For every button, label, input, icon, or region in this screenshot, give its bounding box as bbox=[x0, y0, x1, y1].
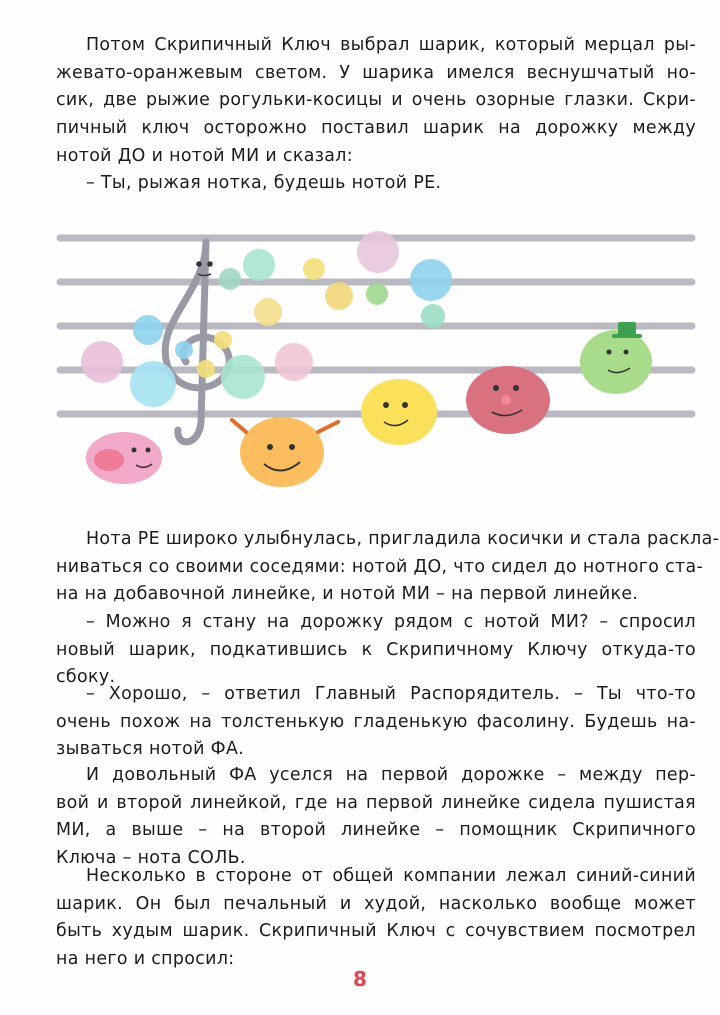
text-line: вой и второй линейкой, где на первой линейке сидела пушистая bbox=[56, 792, 696, 813]
paragraph-5 bbox=[56, 681, 696, 764]
text-line: жевато-оранжевым светом. У шарика имелся веснушчатый но- bbox=[56, 62, 696, 83]
text-line: Ключа – нота СОЛЬ. bbox=[56, 848, 246, 869]
text-line: пичный ключ осторожно поставил шарик на дорожку между bbox=[56, 118, 696, 139]
paragraph-2 bbox=[56, 170, 696, 198]
music-staff-illustration bbox=[56, 222, 696, 502]
text-line: новый шарик, подкатившись к Скрипичному Ключу откуда-то bbox=[56, 639, 696, 660]
text-line: Потом Скрипичный Ключ выбрал шарик, который мерцал ры- bbox=[86, 35, 696, 55]
text-line: МИ, а выше – на второй линейке – помощник Скрипичного bbox=[56, 820, 696, 841]
page-number: 8 bbox=[353, 967, 367, 991]
text-line: очень похож на толстенькую гладенькую фасолину. Будешь на- bbox=[56, 711, 696, 732]
paragraph-1 bbox=[56, 32, 696, 171]
text-line: Нота РЕ широко улыбнулась, пригладила косички и стала раскла- bbox=[86, 529, 720, 549]
text-line: Несколько в стороне от общей компании лежал синий-синий bbox=[86, 866, 696, 886]
text-line: быть худым шарик. Скрипичный Ключ с сочувствием посмотрел bbox=[56, 921, 696, 942]
text-line: сбоку. bbox=[56, 667, 116, 688]
note-characters bbox=[86, 322, 652, 487]
text-line: И довольный ФА уселся на первой дорожке – между пер- bbox=[86, 765, 696, 785]
text-line: шарик. Он был печальный и худой, насколько вообще может bbox=[56, 893, 696, 914]
paragraph-6 bbox=[56, 762, 696, 873]
text-line: зываться нотой ФА. bbox=[56, 739, 245, 760]
paragraph-3 bbox=[56, 526, 720, 609]
text-line: – Можно я стану на дорожку рядом с нотой МИ? – спросил bbox=[86, 612, 696, 632]
text-line: сик, две рыжие рогульки-косицы и очень озорные глазки. Скри- bbox=[56, 90, 696, 111]
text-line: – Ты, рыжая нотка, будешь нотой РЕ. bbox=[86, 173, 442, 193]
paragraph-4 bbox=[56, 609, 696, 692]
text-line: ниваться со своими соседями: нотой ДО, что сидел до нотного ста- bbox=[56, 556, 704, 577]
text-line: – Хорошо, – ответил Главный Распорядитель. – Ты что-то bbox=[86, 684, 696, 704]
paragraph-7 bbox=[56, 863, 696, 974]
text-line: нотой ДО и нотой МИ и сказал: bbox=[56, 145, 353, 166]
text-line: на на добавочной линейке, и нотой МИ – на первой линейке. bbox=[56, 584, 639, 605]
text-line: на него и спросил: bbox=[56, 949, 235, 970]
